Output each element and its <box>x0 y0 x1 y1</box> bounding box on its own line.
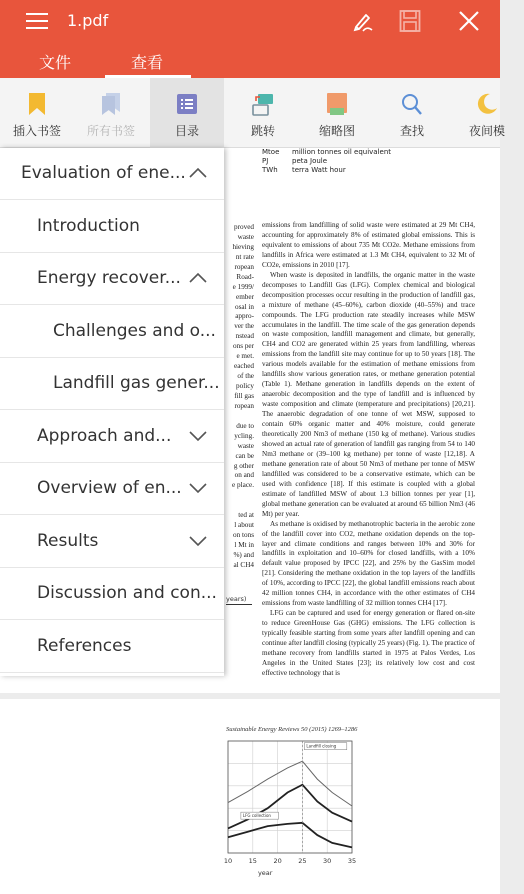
toc-item[interactable] <box>0 253 224 305</box>
all-bookmarks-button[interactable] <box>74 78 148 148</box>
title-bar <box>0 0 500 44</box>
left-column-line: hieving <box>232 242 254 251</box>
all-bookmarks-label: 所有书签 <box>86 124 135 138</box>
left-column-line: fill gas <box>234 391 254 400</box>
search-icon <box>401 92 423 116</box>
abbr-term: Mtoe <box>262 148 280 156</box>
abbr-term: TWh <box>262 166 278 174</box>
abbr-term: PJ <box>262 157 269 165</box>
chart-annotation: Landfill closing <box>306 743 337 749</box>
table-years-label: years) <box>226 595 247 603</box>
toc-item-label: Discussion and con... <box>37 583 217 603</box>
jump-label: 跳转 <box>250 124 275 138</box>
chart-x-tick-label: 30 <box>323 857 332 865</box>
table-rule <box>226 604 252 605</box>
left-column-line <box>228 491 254 501</box>
left-column-line: waste <box>237 232 254 241</box>
left-column-line: g other <box>233 461 254 470</box>
toc-button[interactable] <box>150 78 224 148</box>
paragraph: LFG can be captured and used for energy generation or flared on-site to reduce GreenHouse Gas (GHG) emissions. The LFG collection is typically feasible starting from some years after landfill opening and can continue after landfill closing (typically 25 years) (Fig. 1). The practice of methane recovery from landfills started in 1975 at Palos Verdes, Los Angeles in the United States [23]; its relatively low cost and cost effective technology that is <box>262 609 475 677</box>
left-column-line: waste <box>237 441 254 450</box>
tab-file[interactable]: 文件 <box>39 53 72 72</box>
abbr-definition: peta Joule <box>292 157 328 165</box>
left-column-line: ropean <box>234 401 254 410</box>
left-column-line: osal in <box>235 302 254 311</box>
night-mode-button[interactable] <box>450 78 524 148</box>
chart-x-tick-label: 25 <box>298 857 307 865</box>
hamburger-menu-icon[interactable] <box>26 13 48 30</box>
toc-item-label: Landfill gas gener... <box>53 373 220 393</box>
insert-bookmark-label: 插入书签 <box>12 124 61 138</box>
lfg-chart <box>224 735 364 885</box>
thumbnail-button[interactable] <box>300 78 374 148</box>
paragraph: As methane is oxidised by methanotrophic bacteria in the aerobic zone of the landfill cover into CO2, methane oxidation depends on the top-layer and climate conditions and ranges between 10% and 30% for landfills in exploitation and 10–60% for closed landfills, with a 10% default value proposed by IPCC [22], and 25% by the GasSim model [21]. Considering the methane oxidation in the top layers of the landfills of 10%, according to IPCC [22], the global landfill emissions reach about 42 million tonnes CH4, in accordance with the other estimates of CH4 emissions from waste landfilling of 32 million tonnes CH4 [17]. <box>262 519 475 608</box>
left-column-line: l Mt in <box>234 541 254 549</box>
toc-item-label: Challenges and o... <box>53 320 216 341</box>
chart-series-line <box>228 761 352 806</box>
left-column-line: nstead <box>235 332 254 341</box>
chart-x-tick-label: 35 <box>347 857 357 865</box>
bookmark-add-icon <box>26 92 48 116</box>
chart-series-line <box>228 785 352 829</box>
toc-item[interactable] <box>0 306 224 358</box>
left-column-line: ember <box>236 292 254 301</box>
close-icon[interactable] <box>458 10 480 32</box>
chart-annotation: LFG collection <box>242 813 271 819</box>
toc-icon <box>176 92 198 116</box>
toc-item[interactable] <box>0 201 224 253</box>
left-column-fragment <box>228 223 254 571</box>
chevron-up-icon[interactable] <box>189 167 207 179</box>
left-column-line: l about <box>234 521 254 530</box>
thumbnail-label: 缩略图 <box>318 124 355 138</box>
annotate-pen-icon[interactable] <box>350 9 374 33</box>
left-column-line: nt rate <box>235 252 254 261</box>
thumbnail-icon <box>326 92 348 116</box>
left-column-line: ons per <box>233 342 254 351</box>
jump-button[interactable] <box>226 78 300 148</box>
chart-x-tick-label: 20 <box>273 857 282 865</box>
toc-item-label: Results <box>37 530 99 551</box>
toc-item[interactable] <box>0 463 224 515</box>
toc-item[interactable] <box>0 621 224 673</box>
chevron-down-icon[interactable] <box>189 430 207 442</box>
view-toolbar <box>0 78 505 148</box>
left-column-line: ver the <box>234 322 254 331</box>
chevron-down-icon[interactable] <box>189 482 207 494</box>
toc-item-label: Overview of en... <box>37 478 182 498</box>
chevron-down-icon[interactable] <box>189 535 207 547</box>
toc-item[interactable] <box>0 148 224 200</box>
search-label: 查找 <box>399 124 424 138</box>
chart-x-axis-label: year <box>257 869 273 877</box>
jump-icon <box>252 92 274 116</box>
left-column-line: e place. <box>232 481 254 490</box>
tab-view[interactable]: 查看 <box>131 53 164 72</box>
left-column-line: can be <box>235 451 254 460</box>
toc-item[interactable] <box>0 516 224 568</box>
left-column-line: e met. <box>236 352 254 361</box>
abbreviation-list <box>262 148 391 175</box>
paragraph: When waste is deposited in landfills, the organic matter in the waste decomposes to Landfill Gas (LFG). Complex chemical and biological decomposition processes occur resulting in the production of landfill gas, a mixture of methane (45–60%), carbon dioxide (40–55%) and trace compounds. The LFG production rate steadily increases while MSW accumulates in the landfill. The time scale of the gas generation depends on waste composition, landfill management and climate, but generally, CH4 and CO2 are generated within 25 years from landfilling, whereas emissions from the landfill site may continue for up to 50 years [18]. The various models available for the estimation of methane emissions from landfills show various generation rates, or methane generation potential (Table 1). Methane generation in landfills depends on the extent of anaerobic decomposition and the type of landfill and is influenced by waste composition and climate (temperature and precipitations) [20,21]. The anaerobic degradation of one tonne of wet MSW, supposed to contain 60% organic matter and 40% moisture, could generate theoretically 200 Nm3 of methane (150 kg of methane). Various studies showed an actual rate of generation of landfill gas ranging from 54 to 140 Nm3 methane or (39–100 kg methane) per tonne of waste [12,18]. A methane generation rate of about 50 Nm3 of methane per tonne of MSW landfilled was considered to be a conservative estimate, which can be used with confidence [18]. If this estimate is coupled with a global estimate of landfilled MSW of about 1.3 billion tonnes per year [1], global methane generation can be evaluated at around 65 billion Nm3 (46 Mt) per year. <box>262 270 475 518</box>
toc-drawer <box>0 148 224 676</box>
abbr-definition: million tonnes oil equivalent <box>292 148 392 156</box>
ribbon-tabs <box>0 44 500 78</box>
toc-item[interactable] <box>0 358 224 410</box>
left-column-line: ycling. <box>234 431 254 440</box>
pdf-page-2 <box>0 699 500 894</box>
right-column-text <box>262 221 475 679</box>
paragraph: emissions from landfilling of solid waste were estimated at 29 Mt CH4, accounting for approximately 8% of estimated global emissions. This is equivalent to emissions of about 735 Mt CO2e. Methane emissions from landfills in Africa were estimated at 1.3 Mt CH4, equivalent to 32 Mt of CO2e, emissions in 2010 [17]. <box>262 221 475 269</box>
search-button[interactable] <box>375 78 449 148</box>
left-column-line: proved <box>234 223 254 231</box>
left-column-line: of the <box>237 372 254 381</box>
toc-item[interactable] <box>0 411 224 463</box>
left-column-line: on and <box>234 471 254 480</box>
journal-header: Sustainable Energy Reviews 50 (2015) 1269–1286 <box>226 726 358 733</box>
toc-item-label: References <box>37 635 132 656</box>
left-column-line: al CH4 <box>233 560 254 569</box>
chevron-up-icon[interactable] <box>189 272 207 284</box>
night-mode-icon <box>476 92 498 116</box>
bookmarks-icon <box>100 92 122 116</box>
left-column-line: policy <box>236 382 254 390</box>
left-column-line <box>228 501 254 511</box>
toc-item-label: Approach and... <box>37 425 172 446</box>
chart-x-tick-label: 10 <box>223 857 233 865</box>
left-column-line: ted at <box>238 511 254 520</box>
left-column-line: Road- <box>236 272 254 281</box>
left-column-line <box>228 412 254 422</box>
chart-frame <box>228 741 352 853</box>
left-column-line: %) and <box>233 550 254 559</box>
left-column-line: ropean <box>234 262 254 271</box>
toc-item-label: Energy recover... <box>37 268 181 288</box>
save-icon[interactable] <box>399 9 421 33</box>
chart-x-tick-label: 15 <box>248 857 257 865</box>
night-mode-label: 夜间模 <box>468 124 505 138</box>
toc-item-label: Evaluation of ene... <box>21 163 186 183</box>
left-column-line: due to <box>236 421 254 430</box>
insert-bookmark-button[interactable] <box>0 78 74 148</box>
left-column-line: appro- <box>235 312 254 321</box>
toc-item-label: Introduction <box>37 215 140 236</box>
abbr-definition: terra Watt hour <box>292 166 346 174</box>
chart-series-line <box>228 823 352 848</box>
left-column-line: eached <box>234 362 254 371</box>
toc-label: 目录 <box>174 124 199 138</box>
left-column-line: on tons <box>233 531 254 540</box>
file-title: 1.pdf <box>67 11 109 30</box>
toc-item[interactable] <box>0 568 224 620</box>
left-column-line: e 1999/ <box>232 282 254 291</box>
